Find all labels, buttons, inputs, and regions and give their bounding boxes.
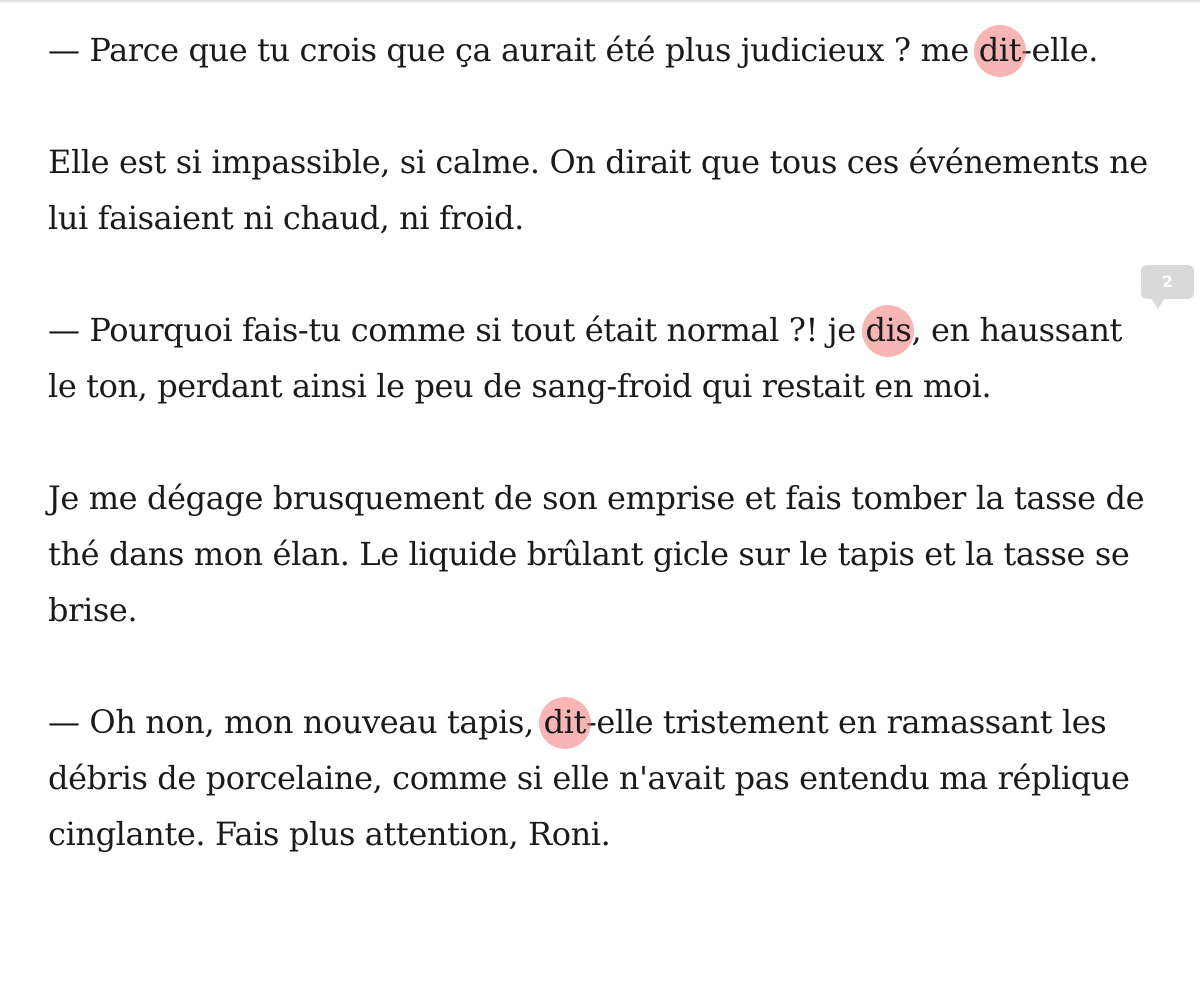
text-segment: Je me dégage brusquement de son emprise et fais tomber la tasse de thé dans mon élan. Le liquide brûlant gicle sur le tapis et la tasse se brise. <box>48 479 1145 629</box>
text-segment: — Pourquoi fais-tu comme si tout était normal ?! je <box>48 311 866 349</box>
reading-pane <box>48 22 1148 918</box>
highlighted-word[interactable]: dit <box>979 22 1021 78</box>
text-segment: — Oh non, mon nouveau tapis, <box>48 703 544 741</box>
highlighted-word[interactable]: dit <box>544 694 586 750</box>
text-segment: — Parce que tu crois que ça aurait été plus judicieux ? me <box>48 31 979 69</box>
top-divider <box>0 0 1200 3</box>
comment-count: 2 <box>1161 272 1174 291</box>
paragraph-1 <box>48 22 1148 78</box>
paragraph-4 <box>48 470 1148 638</box>
highlighted-word[interactable]: dis <box>866 302 912 358</box>
text-segment: -elle tristement en ramassant les débris de porcelaine, comme si elle n'avait pas entendu ma réplique cinglante. Fais plus attention, Roni. <box>48 703 1130 853</box>
text-segment: , en haussant le ton, perdant ainsi le peu de sang-froid qui restait en moi. <box>48 311 1123 405</box>
text-segment: Elle est si impassible, si calme. On dirait que tous ces événements ne lui faisaient ni chaud, ni froid. <box>48 143 1148 237</box>
text-segment: -elle. <box>1021 31 1099 69</box>
comment-count-badge[interactable] <box>1141 265 1194 299</box>
paragraph-2 <box>48 134 1148 246</box>
paragraph-3 <box>48 302 1148 414</box>
paragraph-5 <box>48 694 1148 862</box>
